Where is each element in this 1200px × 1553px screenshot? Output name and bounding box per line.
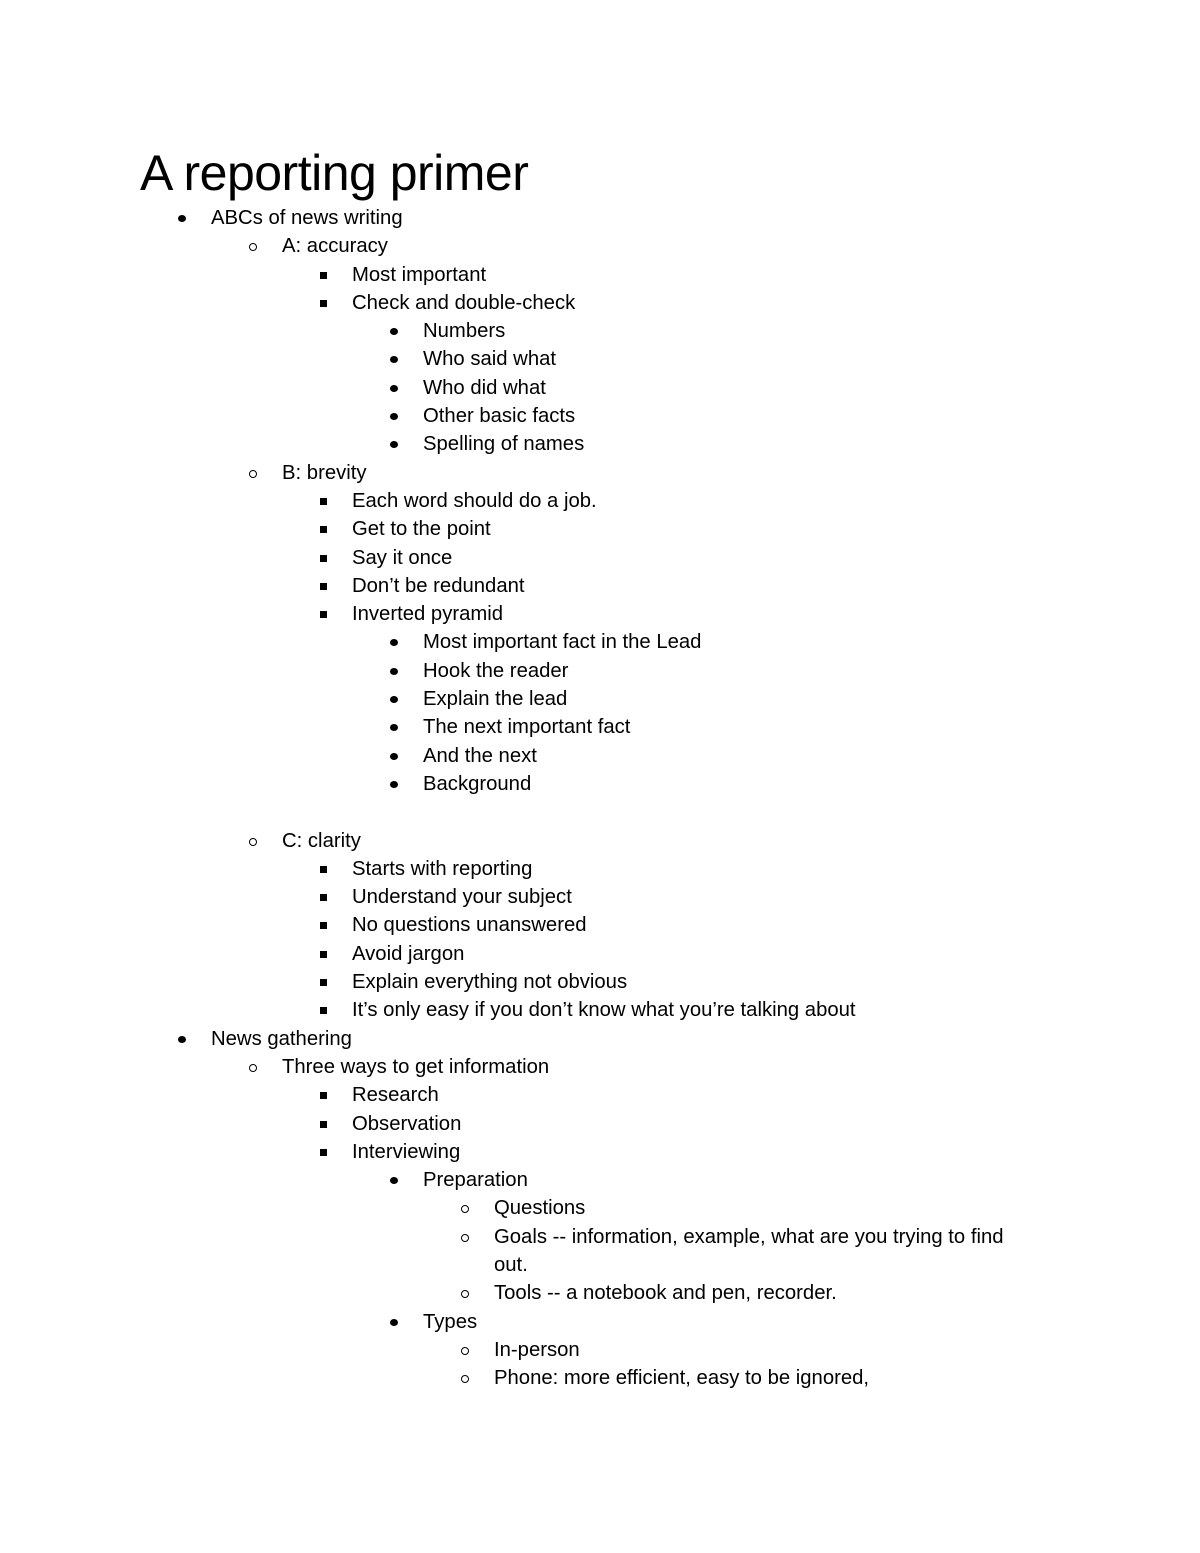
list-item (0, 1308, 1200, 1336)
circle-bullet-icon (246, 827, 262, 855)
list-item-text: Who did what (423, 376, 546, 399)
square-bullet-icon (316, 487, 332, 515)
list-item-text: Most important (352, 263, 487, 286)
disc-bullet-icon (387, 742, 403, 770)
list-item (0, 487, 1200, 515)
square-bullet-icon (316, 911, 332, 939)
list-item-text: Background (423, 772, 532, 795)
list-item-text: Tools -- a notebook and pen, recorder. (494, 1282, 837, 1305)
list-item (0, 317, 1200, 345)
list-item-text: C: clarity (282, 829, 361, 852)
list-item-text: Observation (352, 1112, 462, 1135)
square-bullet-icon (316, 883, 332, 911)
disc-bullet-icon (175, 1025, 191, 1053)
list-item (0, 855, 1200, 883)
list-item-text: Get to the point (352, 518, 491, 541)
list-item (0, 459, 1200, 487)
disc-bullet-icon (387, 317, 403, 345)
square-bullet-icon (316, 968, 332, 996)
disc-bullet-icon (387, 657, 403, 685)
list-item (0, 1166, 1200, 1194)
list-item-text: And the next (423, 744, 537, 767)
list-item (0, 628, 1200, 656)
square-bullet-icon (316, 544, 332, 572)
list-item (0, 515, 1200, 543)
list-item (0, 996, 1200, 1024)
list-item (0, 770, 1200, 798)
disc-bullet-icon (387, 402, 403, 430)
list-item (0, 261, 1200, 289)
list-item (0, 544, 1200, 572)
list-item (0, 572, 1200, 600)
list-item-text: Hook the reader (423, 659, 569, 682)
circle-bullet-icon (246, 1053, 262, 1081)
circle-bullet-icon (458, 1194, 474, 1222)
list-item (0, 883, 1200, 911)
list-item-text: Starts with reporting (352, 857, 533, 880)
disc-bullet-icon (387, 1308, 403, 1336)
circle-bullet-icon (246, 459, 262, 487)
list-item (0, 713, 1200, 741)
list-item (0, 1110, 1200, 1138)
list-item (0, 232, 1200, 260)
list-item (0, 1223, 1200, 1280)
list-item (0, 600, 1200, 628)
disc-bullet-icon (387, 374, 403, 402)
disc-bullet-icon (387, 770, 403, 798)
list-item (0, 1025, 1200, 1053)
list-item (0, 204, 1200, 232)
list-item-text: News gathering (211, 1027, 352, 1050)
list-item (0, 968, 1200, 996)
list-item (0, 430, 1200, 458)
disc-bullet-icon (387, 345, 403, 373)
disc-bullet-icon (387, 685, 403, 713)
circle-bullet-icon (458, 1336, 474, 1364)
document-title: A reporting primer (140, 145, 529, 201)
disc-bullet-icon (387, 1166, 403, 1194)
disc-bullet-icon (387, 628, 403, 656)
list-item-text: Types (423, 1310, 478, 1333)
list-item (0, 1336, 1200, 1364)
square-bullet-icon (316, 289, 332, 317)
disc-bullet-icon (175, 204, 191, 232)
list-item (0, 374, 1200, 402)
list-item (0, 345, 1200, 373)
list-item-text: Inverted pyramid (352, 603, 504, 626)
square-bullet-icon (316, 1110, 332, 1138)
list-item-text: Questions (494, 1197, 586, 1220)
list-item-text: Other basic facts (423, 405, 576, 428)
list-item-text: Preparation (423, 1169, 528, 1192)
square-bullet-icon (316, 600, 332, 628)
list-item-text: No questions unanswered (352, 914, 587, 937)
list-item-text: Numbers (423, 320, 506, 343)
list-item (0, 1081, 1200, 1109)
circle-bullet-icon (458, 1279, 474, 1307)
disc-bullet-icon (387, 430, 403, 458)
circle-bullet-icon (458, 1364, 474, 1392)
list-item-text: Interviewing (352, 1140, 461, 1163)
list-item-text: ABCs of news writing (211, 207, 403, 229)
square-bullet-icon (316, 855, 332, 883)
list-item-text: Each word should do a job. (352, 489, 597, 512)
list-item (0, 685, 1200, 713)
list-item-text: Most important fact in the Lead (423, 631, 702, 654)
circle-bullet-icon (246, 232, 262, 260)
list-item-text: Spelling of names (423, 433, 585, 456)
list-item (0, 940, 1200, 968)
list-item-text: Goals -- information, example, what are you trying to find out. (494, 1225, 1004, 1276)
list-item-text: Research (352, 1084, 439, 1107)
square-bullet-icon (316, 1138, 332, 1166)
square-bullet-icon (316, 261, 332, 289)
list-item-text: Say it once (352, 546, 453, 569)
list-item (0, 911, 1200, 939)
list-item-text: The next important fact (423, 716, 631, 739)
blank-line (0, 798, 1200, 826)
list-item (0, 402, 1200, 430)
list-item (0, 289, 1200, 317)
list-item-text: Phone: more efficient, easy to be ignored, (494, 1367, 870, 1390)
list-item-text: Avoid jargon (352, 942, 465, 965)
list-item-text: A: accuracy (282, 235, 388, 258)
list-item-text: Explain the lead (423, 688, 568, 711)
list-item-text: Who said what (423, 348, 557, 371)
list-item-text: Understand your subject (352, 886, 572, 909)
square-bullet-icon (316, 1081, 332, 1109)
list-item-text: Don’t be redundant (352, 574, 525, 597)
list-item (0, 657, 1200, 685)
square-bullet-icon (316, 996, 332, 1024)
list-item-text: In-person (494, 1338, 580, 1361)
list-item (0, 742, 1200, 770)
list-item-text: B: brevity (282, 461, 367, 484)
square-bullet-icon (316, 515, 332, 543)
list-item (0, 1138, 1200, 1166)
square-bullet-icon (316, 940, 332, 968)
list-item (0, 1194, 1200, 1222)
list-item-text: Three ways to get information (282, 1055, 550, 1078)
circle-bullet-icon (458, 1223, 474, 1251)
list-item (0, 1279, 1200, 1307)
list-item (0, 827, 1200, 855)
list-item-text: Check and double-check (352, 291, 576, 314)
list-item (0, 1053, 1200, 1081)
bullet-outline (0, 204, 1200, 1392)
list-item-text: Explain everything not obvious (352, 971, 628, 994)
list-item-text: It’s only easy if you don’t know what you’re talking about (352, 999, 856, 1022)
square-bullet-icon (316, 572, 332, 600)
list-item (0, 1364, 1200, 1392)
disc-bullet-icon (387, 713, 403, 741)
